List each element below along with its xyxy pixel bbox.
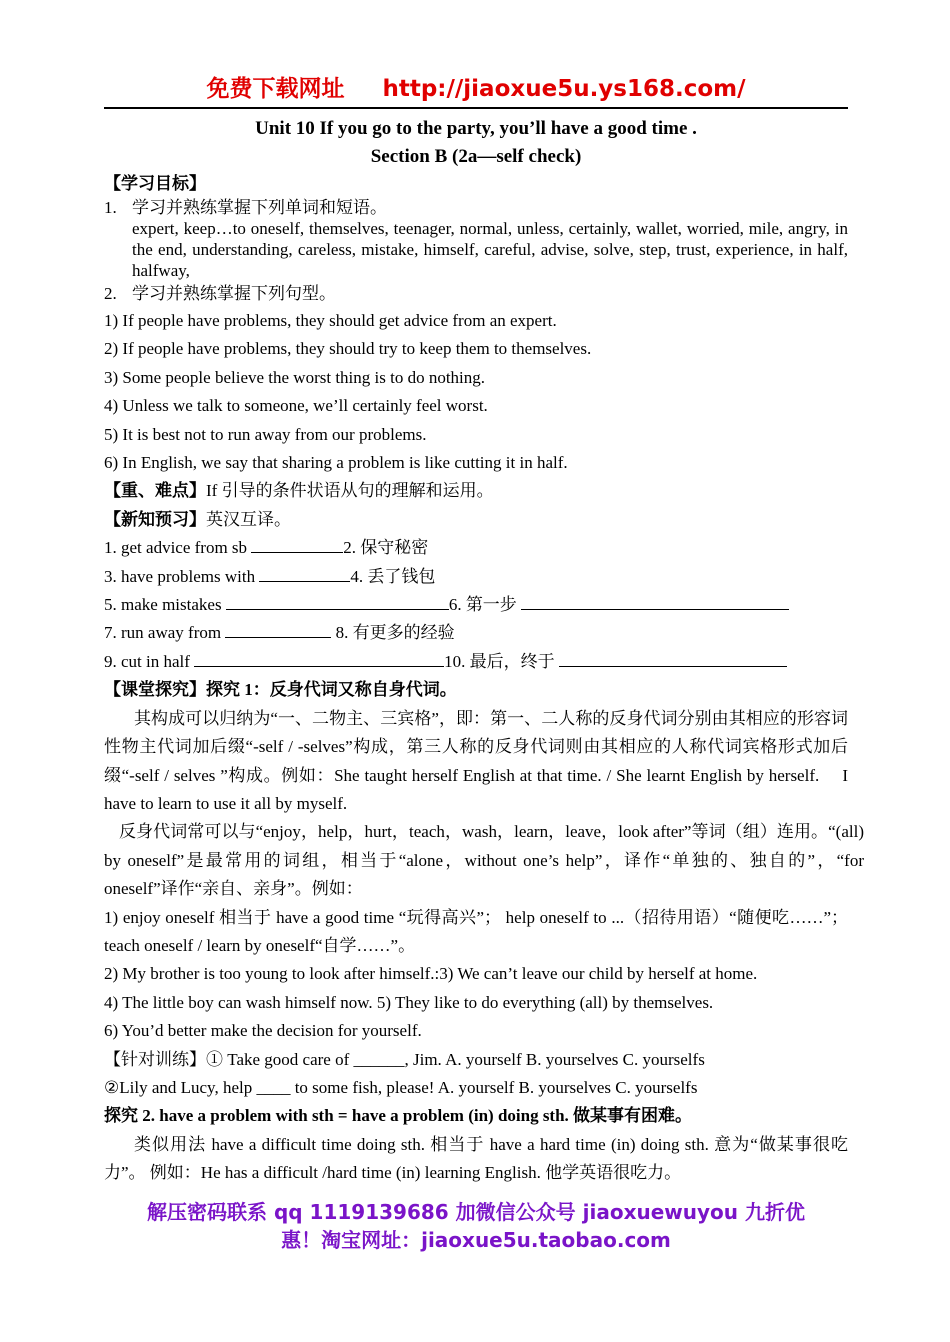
document-page: [104, 72, 864, 1188]
answer-blank[interactable]: [226, 594, 449, 610]
header-divider: [104, 107, 848, 109]
training-item-2: ②Lily and Lucy, help ____ to some fish, please! A. yourself B. yourselves C. yourselfs: [104, 1077, 698, 1097]
training-item-1: 【针对训练】① Take good care of ______, Jim. A. yourself B. yourselves C. yourselfs: [104, 1049, 705, 1069]
vocabulary-list: expert, keep…to oneself, themselves, teenager, normal, unless, certainly, wallet, worried, mile, angry, in the end, understanding, careless, mistake, himself, careful, advise, solve, step, trust, experience, in half, halfway,: [132, 219, 848, 280]
explore-paragraph-3: 1) enjoy oneself 相当于 have a good time “玩得高兴”； help oneself to ...（招待用语）“随便吃……”；teach oneself / learn by oneself“自学……”。: [104, 907, 848, 955]
key-points: 【重、难点】If 引导的条件状语从句的理解和运用。: [104, 481, 494, 501]
footer-line-1: 解压密码联系 qq 1119139686 加微信公众号 jiaoxuewuyou 九折优: [147, 1200, 805, 1224]
sentence-6: 6) In English, we say that sharing a problem is like cutting it in half.: [104, 453, 568, 473]
answer-blank[interactable]: [225, 622, 331, 638]
download-header: [104, 72, 848, 106]
header-url-link[interactable]: http://jiaoxue5u.ys168.com/: [382, 76, 746, 102]
sentence-3: 3) Some people believe the worst thing is to do nothing.: [104, 367, 486, 387]
explore-heading: 【课堂探究】探究 1：反身代词又称自身代词。: [104, 680, 457, 700]
footer-line-2[interactable]: 惠！淘宝网址：jiaoxue5u.taobao.com: [281, 1228, 671, 1252]
explore-2-heading: 探究 2. have a problem with sth = have a problem (in) doing sth. 做某事有困难。: [104, 1106, 693, 1126]
example-4-5: 4) The little boy can wash himself now. 5) They like to do everything (all) by themselves.: [104, 992, 714, 1012]
objective-item-1: 1. 学习并熟练掌握下列单词和短语。: [104, 198, 387, 217]
sentence-5: 5) It is best not to run away from our problems.: [104, 424, 427, 444]
sentence-1: 1) If people have problems, they should get advice from an expert.: [104, 311, 557, 330]
explore-paragraph-4: 类似用法 have a difficult time doing sth. 相当于 have a hard time (in) doing sth. 意为“做某事很吃力”。 例如：He has a difficult /hard time (in) learning English. 他学英语很吃力。: [104, 1134, 848, 1183]
section-title: Section B (2a—self check): [370, 146, 582, 167]
answer-blank[interactable]: [251, 537, 343, 553]
preview-row-5: 9. cut in half 10. 最后，终于: [104, 648, 848, 676]
header-label: 免费下载网址: [206, 76, 345, 102]
example-6: 6) You’d better make the decision for yourself.: [104, 1021, 422, 1041]
unit-title: Unit 10 If you go to the party, you’ll have a good time .: [255, 118, 697, 139]
example-2-3: 2) My brother is too young to look after himself.:3) We can’t leave our child by herself at home.: [104, 964, 758, 984]
preview-heading: 【新知预习】英汉互译。: [104, 509, 291, 529]
objectives-heading: 【学习目标】: [104, 174, 206, 193]
explore-paragraph-2: 反身代词常可以与“enjoy，help，hurt，teach，wash，learn，leave，look after”等词（组）连用。“(all) by oneself”是最常用的词组，相当于“alone，without one’s help”，译作“单独的、独自的”，“for oneself”译作“亲自、亲身”。例如：: [104, 822, 864, 899]
preview-row-2: 3. have problems with 4. 丢了钱包: [104, 566, 436, 586]
sentence-4: 4) Unless we talk to someone, we’ll certainly feel worst.: [104, 396, 488, 416]
answer-blank[interactable]: [521, 594, 789, 610]
sentence-2: 2) If people have problems, they should try to keep them to themselves.: [104, 339, 592, 359]
explore-paragraph-1: 其构成可以归纳为“一、二物主、三宾格”，即：第一、二人称的反身代词分别由其相应的形容词性物主代词加后缀“-self / -selves”构成，第三人称的反身代词则由其相应的人称代词宾格形式加后缀“-self / selves ”构成。例如：She taught herself English at that time. / She learnt English by herself. I have to learn to use it all by myself.: [104, 708, 848, 813]
footer-contact: [100, 1198, 852, 1254]
objective-item-2: 2. 学习并熟练掌握下列句型。: [104, 284, 336, 303]
answer-blank[interactable]: [194, 651, 444, 667]
answer-blank[interactable]: [259, 566, 350, 582]
preview-row-4: 7. run away from 8. 有更多的经验: [104, 623, 455, 643]
preview-row-1: 1. get advice from sb 2. 保守秘密: [104, 538, 429, 558]
answer-blank[interactable]: [559, 651, 787, 667]
preview-row-3: 5. make mistakes 6. 第一步: [104, 591, 848, 619]
